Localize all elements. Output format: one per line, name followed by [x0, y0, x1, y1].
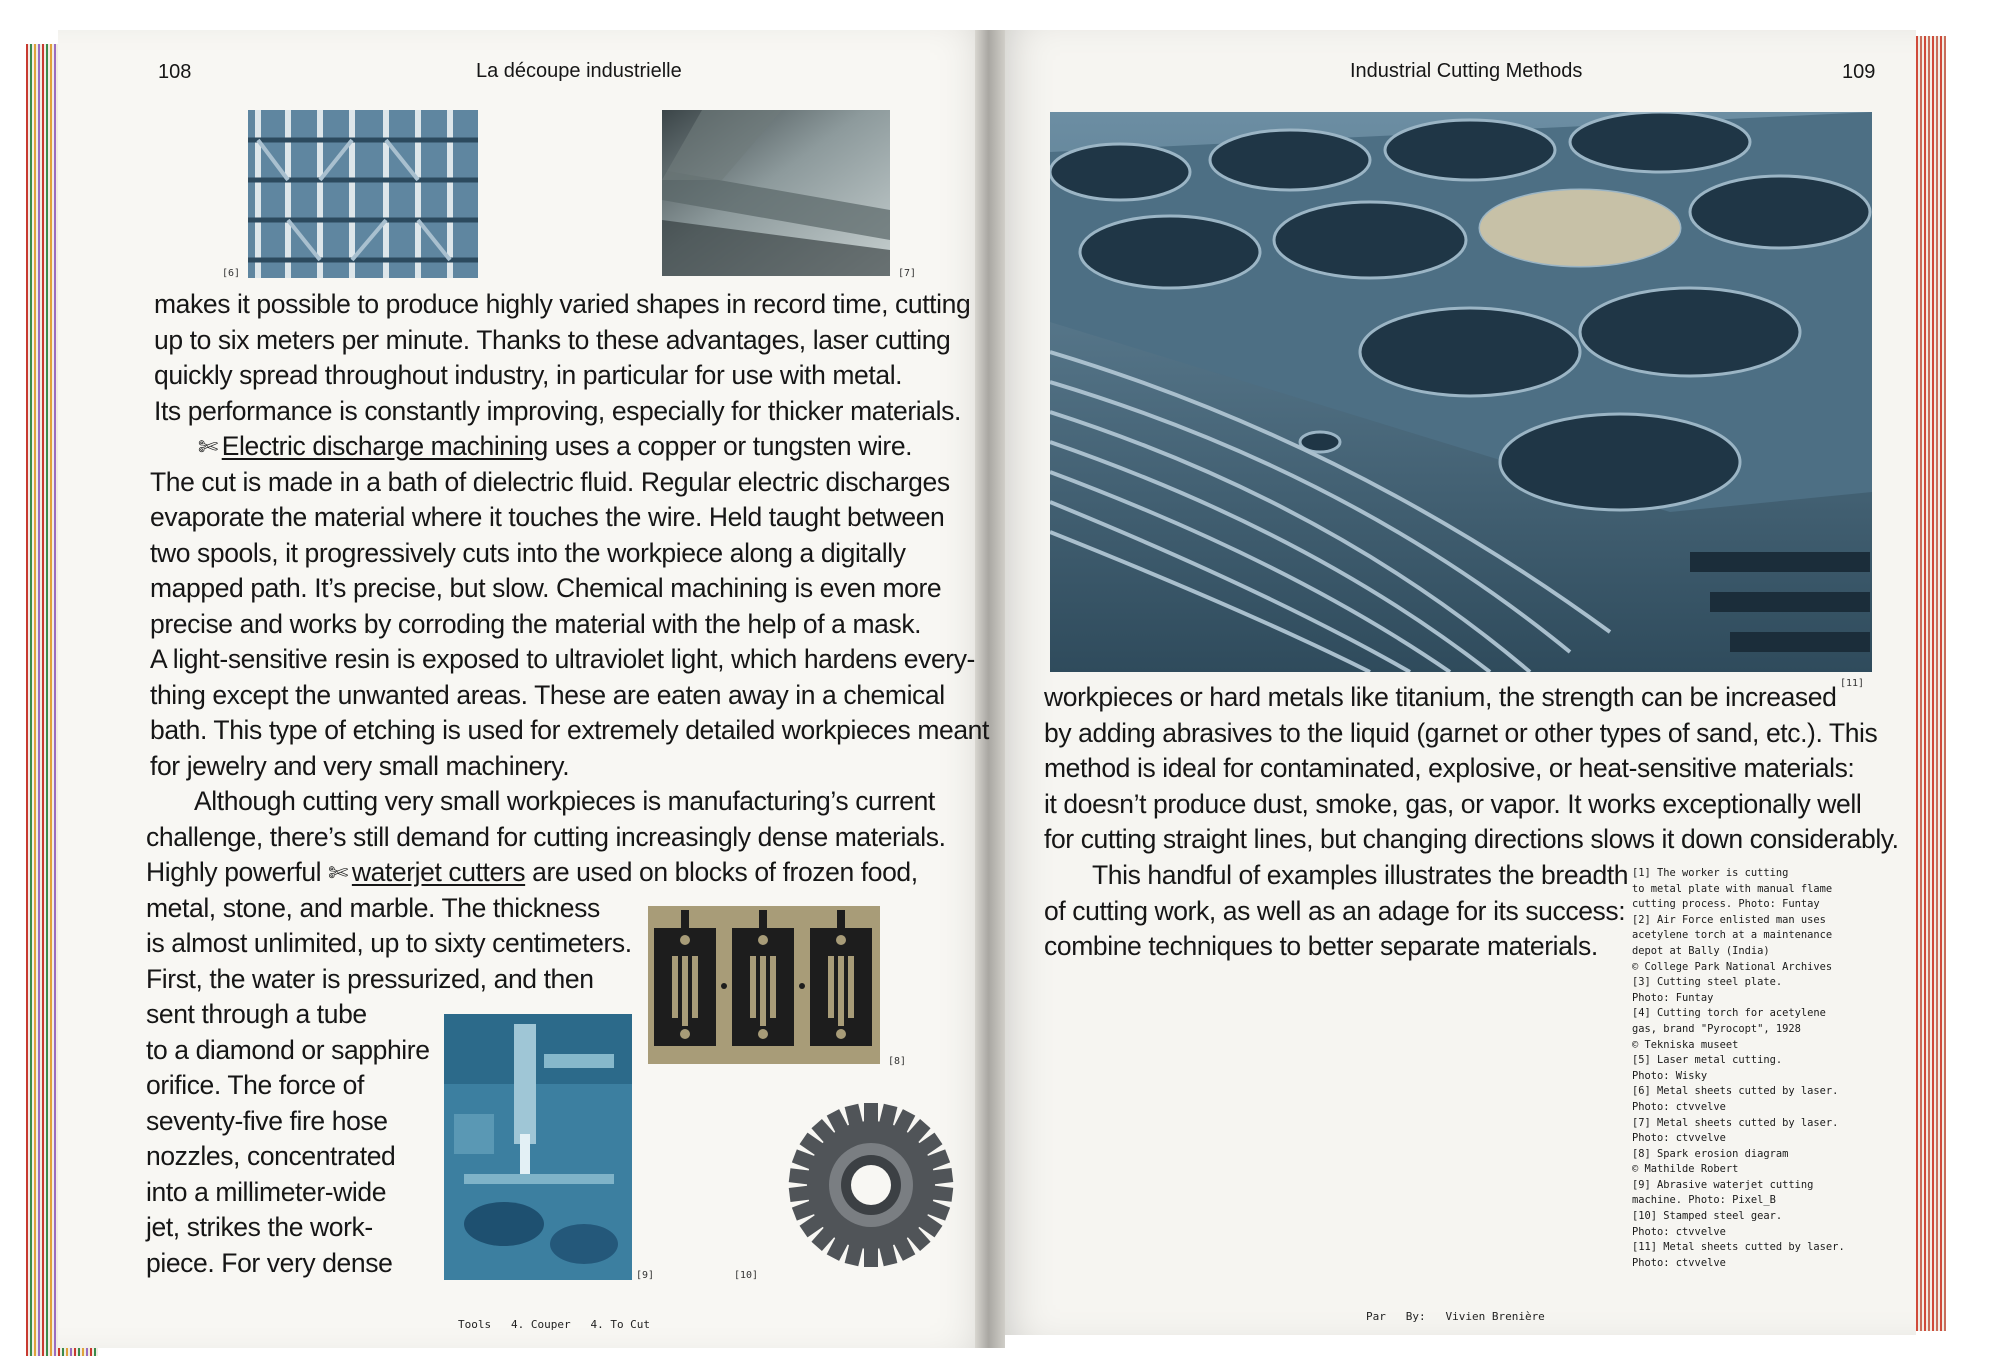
text-line: nozzles, concentrated: [146, 1141, 396, 1171]
caption-line: cutting process. Photo: Funtay: [1632, 898, 1820, 911]
caption-line: Photo: Funtay: [1632, 991, 1714, 1004]
caption-line: [4] Cutting torch for acetylene: [1632, 1007, 1826, 1020]
text-line: First, the water is pressurized, and then: [146, 963, 594, 994]
caption-line: depot at Bally (India): [1632, 944, 1770, 957]
text-line: A light-sensitive resin is exposed to ultraviolet light, which hardens every-: [150, 644, 975, 674]
figure-11-laser-cut-sheets: [1050, 112, 1872, 672]
text-line: up to six meters per minute. Thanks to these advantages, laser cutting: [154, 324, 951, 355]
text-line: Its performance is constantly improving, especially for thicker materials.: [154, 395, 961, 426]
text-line: [146, 855, 946, 891]
caption-line: [10] Stamped steel gear.: [1632, 1210, 1783, 1223]
text-line: is almost unlimited, up to sixty centimeters.: [146, 928, 632, 958]
running-head-right: Industrial Cutting Methods: [1350, 60, 1583, 82]
caption-line: Photo: ctvvelve: [1632, 1225, 1726, 1238]
text-line: challenge, there’s still demand for cutting increasingly dense materials.: [146, 821, 946, 852]
text-line: This handful of examples illustrates the breadth: [1092, 860, 1629, 890]
text-line: The cut is made in a bath of dielectric fluid. Regular electric discharges: [150, 466, 950, 497]
caption-line: [6] Metal sheets cutted by laser.: [1632, 1085, 1839, 1098]
text-span: uses a copper or tungsten wire.: [554, 431, 913, 461]
figure-9-label: [9]: [636, 1270, 655, 1281]
caption-line: acetylene torch at a maintenance: [1632, 929, 1833, 942]
text-line: to a diamond or sapphire: [146, 1034, 430, 1065]
footer-right: Par By: Vivien Brenière: [1366, 1310, 1545, 1323]
text-line: quickly spread throughout industry, in particular for use with metal.: [154, 360, 903, 390]
text-line: bath. This type of etching is used for extremely detailed workpieces meant: [150, 715, 989, 745]
figure-7-label: [7]: [898, 268, 917, 279]
text-line: seventy-five fire hose: [146, 1105, 388, 1136]
caption-line: Photo: Wisky: [1632, 1069, 1708, 1082]
text-line: for cutting straight lines, but changing directions slows it down considerably.: [1044, 824, 1899, 854]
text-line: for jewelry and very small machinery.: [150, 750, 570, 781]
caption-line: [11] Metal sheets cutted by laser.: [1632, 1241, 1845, 1254]
figure-10-label: [10]: [734, 1270, 759, 1281]
figure-7-metal-sheets: [662, 110, 890, 276]
text-line: metal, stone, and marble. The thickness: [146, 892, 600, 923]
figure-8-spark-erosion-diagram: [648, 906, 880, 1064]
page-number-left: 108: [158, 61, 192, 83]
figure-6-label: [6]: [222, 268, 241, 279]
caption-line: gas, brand "Pyrocopt", 1928: [1632, 1022, 1801, 1035]
caption-line: [9] Abrasive waterjet cutting: [1632, 1178, 1814, 1191]
caption-line: [5] Laser metal cutting.: [1632, 1054, 1783, 1067]
text-span: Highly powerful: [146, 857, 322, 887]
text-line: mapped path. It’s precise, but slow. Chemical machining is even more: [150, 573, 942, 603]
text-line: [150, 429, 989, 465]
text-line: piece. For very dense: [146, 1247, 393, 1278]
text-line: it doesn’t produce dust, smoke, gas, or vapor. It works exceptionally well: [1044, 788, 1862, 819]
text-line: combine techniques to better separate materials.: [1044, 931, 1598, 961]
figure-10-stamped-steel-gear: [786, 1100, 956, 1270]
figure-11-label: [11]: [1840, 678, 1865, 689]
text-line: into a millimeter-wide: [146, 1176, 387, 1207]
text-line: precise and works by corroding the material with the help of a mask.: [150, 608, 922, 639]
text-line: sent through a tube: [146, 999, 367, 1029]
text-line: makes it possible to produce highly varied shapes in record time, cutting: [154, 289, 971, 319]
caption-line: © College Park National Archives: [1632, 960, 1833, 973]
figure-8-label: [8]: [888, 1056, 907, 1067]
text-line: method is ideal for contaminated, explosive, or heat-sensitive materials:: [1044, 753, 1855, 783]
text-line: Although cutting very small workpieces is manufacturing’s current: [194, 786, 935, 816]
caption-line: machine. Photo: Pixel_B: [1632, 1194, 1776, 1207]
figure-captions: [1632, 866, 1845, 1271]
scissors-icon: ✄: [328, 860, 348, 887]
caption-line: [8] Spark erosion diagram: [1632, 1147, 1789, 1160]
text-span: are used on blocks of frozen food,: [532, 857, 918, 887]
text-line: of cutting work, as well as an adage for its success:: [1044, 895, 1626, 926]
scissors-icon: ✄: [198, 434, 218, 461]
caption-line: © Tekniska museet: [1632, 1038, 1739, 1051]
text-line: by adding abrasives to the liquid (garnet or other types of sand, etc.). This: [1044, 717, 1878, 748]
left-paragraph-1: [154, 287, 970, 429]
running-head-left: La découpe industrielle: [476, 60, 682, 82]
caption-line: Photo: ctvvelve: [1632, 1100, 1726, 1113]
text-line: jet, strikes the work-: [146, 1212, 373, 1242]
text-line: two spools, it progressively cuts into the workpiece along a digitally: [150, 537, 906, 568]
figure-6-laser-cut-sheets: [248, 110, 478, 278]
left-paragraph-2: [150, 429, 989, 784]
footer-left: Tools 4. Couper 4. To Cut: [458, 1318, 651, 1331]
caption-line: Photo: ctvvelve: [1632, 1132, 1726, 1145]
caption-line: [2] Air Force enlisted man uses: [1632, 913, 1826, 926]
caption-line: [7] Metal sheets cutted by laser.: [1632, 1116, 1839, 1129]
figure-9-waterjet-machine: [444, 1014, 632, 1280]
caption-line: © Mathilde Robert: [1632, 1163, 1739, 1176]
page-number-right: 109: [1842, 61, 1876, 83]
link-waterjet-cutters[interactable]: waterjet cutters: [351, 857, 526, 887]
right-paragraph-2: [1044, 858, 1628, 965]
caption-line: [1] The worker is cutting: [1632, 867, 1789, 879]
caption-line: to metal plate with manual flame: [1632, 882, 1833, 895]
caption-line: [3] Cutting steel plate.: [1632, 976, 1783, 989]
text-line: thing except the unwanted areas. These are eaten away in a chemical: [150, 679, 945, 710]
link-electric-discharge-machining[interactable]: Electric discharge machining: [221, 431, 548, 461]
text-line: workpieces or hard metals like titanium, the strength can be increased: [1044, 682, 1837, 712]
right-paragraph-1: [1044, 680, 1899, 858]
text-line: evaporate the material where it touches the wire. Held taught between: [150, 502, 945, 532]
caption-line: Photo: ctvvelve: [1632, 1256, 1726, 1269]
text-line: orifice. The force of: [146, 1070, 364, 1100]
